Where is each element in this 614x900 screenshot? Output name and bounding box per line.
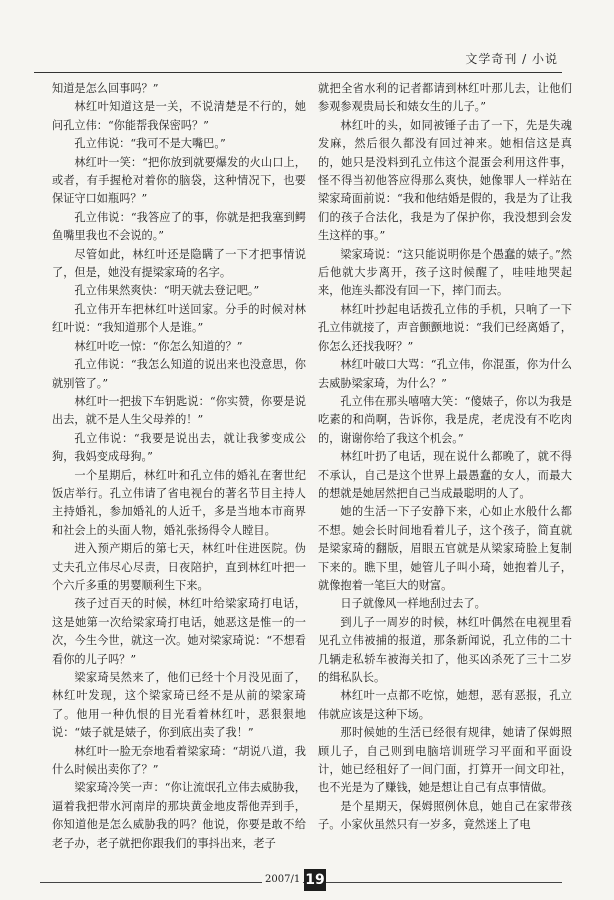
paragraph: 就把全省水利的记者都请到林红叶那儿去，让他们参观参观贵局长和婊女生的儿子。”	[318, 82, 572, 114]
paragraph: 是个星期天，保姆照例休息，她自己在家带孩子。小家伙虽然只有一岁多，竟然迷上了电	[318, 799, 572, 832]
left-text-column	[52, 80, 306, 850]
paragraph: 尽管如此，林红叶还是隐瞒了一下才把事情说了，但是，她没有提梁家琦的名字。	[52, 247, 306, 280]
paragraph: 孔立伟说：“我答应了的事，你就是把我塞到鳄鱼嘴里我也不会说的。”	[52, 210, 306, 243]
paragraph: 林红叶一脸无奈地看着梁家琦：“胡说八道，我什么时候出卖你了？”	[52, 744, 306, 777]
paragraph: 林红叶的头，如同被锤子击了一下，先是失魂发麻，然后很久都没有回过神来。她相信这是真的，她只是没料到孔立伟这个混蛋会利用这件事，怪不得当初他答应得那么爽快，她像罪人一样站在梁家琦面前说：“我和他结婚是假的，我是为了让我们的孩子合法化，我是为了保护你，我没想到会发生这样的事。”	[318, 118, 572, 243]
paragraph: 林红叶知道这是一关，不说清楚是不行的，她问孔立伟：“你能帮我保密吗？”	[52, 100, 306, 132]
paragraph: 那时候她的生活已经很有规律，她请了保姆照顾儿子，自己则到电脑培训班学习平面和平面设计，她已经租好了一间门面，打算开一间文印社，也不光是为了赚钱，她是想让自己有点事情做。	[318, 726, 572, 795]
page-header	[0, 48, 614, 74]
paragraph: 林红叶扔了电话，现在说什么都晚了，就不得不承认，自己是这个世界上最愚蠢的女人，而最大的想就是她居然把自己当成最聪明的人了。	[318, 450, 572, 500]
paragraph: 一个星期后，林红叶和孔立伟的婚礼在奢世纪饭店举行。孔立伟请了省电视台的著名节目主持人主持婚礼，参加婚礼的人近千，多是当地本市商界和社会上的头面人物，婚礼张扬得令人瞠目。	[52, 468, 306, 537]
paragraph: 林红叶吃一惊：“你怎么知道的？”	[74, 339, 243, 353]
paragraph: 林红叶一把拔下车钥匙说：“你实赞，你要是说出去，就不是人生父母养的！”	[52, 394, 306, 427]
paragraph: 孔立伟在那头嘻嘻大笑：“傻婊子，你以为我是吃素的和尚啊，告诉你，我是虎，老虎没有不吃肉的，谢谢你给了我这个机会。”	[318, 394, 572, 445]
header-rule	[34, 72, 562, 73]
right-text-column	[318, 80, 572, 840]
page-number: 19	[304, 869, 326, 891]
paragraph: 日子就像风一样地刮过去了。	[340, 597, 486, 611]
paragraph: 进入预产期后的第七天，林红叶住进医院。伪丈夫孔立伟尽心尽责，日夜陪护，直到林红叶把一个六斤多重的男婴顺利生下来。	[52, 542, 306, 592]
paragraph: 林红叶抄起电话拨孔立伟的手机，只响了一下孔立伟就接了，声音颤颤地说：“我们已经离婚了，你怎么还找我呀？”	[318, 302, 572, 353]
page-footer	[0, 872, 614, 894]
paragraph: 到儿子一周岁的时候，林红叶偶然在电视里看见孔立伟被捕的报道，那条新闻说，孔立伟的二十几辆走私轿车被海关扣了，他买凶杀死了三十二岁的缉私队长。	[318, 615, 572, 684]
paragraph: 孔立伟说：“我可不是大嘴巴。”	[74, 137, 226, 151]
paragraph: 梁家琦冷笑一声：“你让流氓孔立伟去威胁我，逼着我把带水河南岸的那块黄金地皮帮他弄到手，你知道他是怎么威胁我的吗？他说，你要是敢不给老子办，老子就把你跟我们的事抖出来，老子	[52, 781, 306, 850]
issue-date: 2007/1	[262, 874, 303, 885]
paragraph: 孔立伟说：“我要是说出去，就让我爹变成公狗，我妈变成母狗。”	[52, 431, 306, 464]
paragraph: 孩子过百天的时候，林红叶给梁家琦打电话，这是她第一次给梁家琦打电话，她恶这是惟一的一次，今生今世，就这一次。她对梁家琦说：“不想看看你的儿子吗？”	[52, 597, 306, 666]
paragraph: 梁家琦说：“这只能说明你是个愚蠢的婊子。”然后他就大步离开，孩子这时候醒了，哇哇地哭起来，他连头都没有回一下，摔门而去。	[318, 247, 572, 298]
paragraph: 林红叶破口大骂：“孔立伟，你混蛋，你为什么去威胁梁家琦，为什么？”	[318, 358, 572, 390]
paragraph: 林红叶一点都不吃惊，她想，恶有恶报，孔立伟就应该是这种下场。	[318, 689, 572, 721]
paragraph: 梁家琦吴然来了，他们已经十个月没见面了，林红叶发现，这个梁家琦已经不是从前的梁家琦了。他用一种仇恨的目光看着林红叶，恶狠狠地说：“婊子就是婊子，你到底出卖了我！”	[52, 671, 306, 740]
paragraph: 知道是怎么回事吗？”	[52, 82, 159, 95]
paragraph: 林红叶一笑：“把你放到就要爆发的火山口上，或者，有手握枪对着你的脑袋，这种情况下，也要保证守口如瓶吗？”	[52, 155, 306, 206]
paragraph: 孔立伟果然爽快：“明天就去登记吧。”	[74, 284, 260, 298]
paragraph: 她的生活一下子安静下来，心如止水般什么都不想。她会长时间地看着儿子，这个孩子，简直就是梁家琦的翻版，眉眼五官就是从梁家琦脸上复制下来的。瞧下里，她管儿子叫小琦，她抱着儿子，就像抱着一笔巨大的财富。	[318, 505, 572, 592]
paragraph: 孔立伟说：“我怎么知道的说出来也没意思，你就别管了。”	[52, 358, 306, 390]
paragraph: 孔立伟开车把林红叶送回家。分手的时候对林红叶说：“我知道那个人是谁。”	[52, 302, 306, 335]
section-title: 文学奇刊 / 小说	[465, 52, 558, 66]
